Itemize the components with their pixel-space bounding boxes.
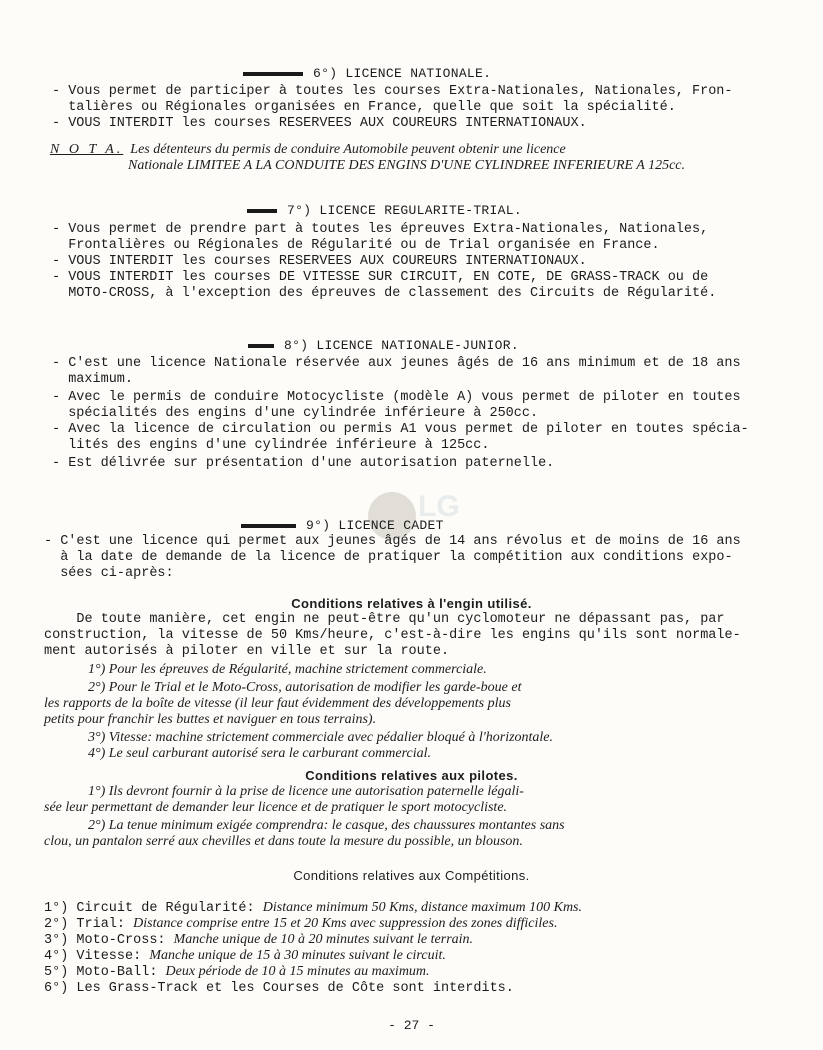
s9-line: à la date de demande de la licence de pratiquer la compétition aux conditions expo- (44, 550, 733, 565)
pilotes-item: 1°) Ils devront fournir à la prise de licence une autorisation paternelle légali- (88, 784, 524, 799)
nota-label: N O T A. (50, 142, 124, 157)
s8-line: - Avec la licence de circulation ou permis A1 vous permet de piloter en toutes spécia- (52, 422, 749, 437)
s8-line: maximum. (52, 372, 134, 387)
heading-rule (243, 72, 303, 76)
engin-item: 1°) Pour les épreuves de Régularité, machine strictement commerciale. (88, 662, 487, 677)
competitions-conditions-title: Conditions relatives aux Compétitions. (293, 868, 530, 883)
competition-row: 5°) Moto-Ball: Deux période de 10 à 15 minutes au maximum. (44, 964, 430, 980)
s7-line: Frontalières ou Régionales de Régularité ou de Trial organisée en France. (52, 238, 660, 253)
s9-line: - C'est une licence qui permet aux jeunes âgés de 14 ans révolus et de moins de 16 ans (44, 534, 741, 549)
pilotes-item: sée leur permettant de demander leur licence et de pratiquer le sport motocycliste. (44, 800, 508, 815)
s8-line: - Avec le permis de conduire Motocycliste (modèle A) vous permet de piloter en toutes (52, 390, 741, 405)
s7-line: MOTO-CROSS, à l'exception des épreuves de classement des Circuits de Régularité. (52, 286, 717, 301)
engin-item: 2°) Pour le Trial et le Moto-Cross, autorisation de modifier les garde-boue et (88, 680, 522, 695)
s8-line: - Est délivrée sur présentation d'une autorisation paternelle. (52, 456, 555, 471)
competition-row: 4°) Vitesse: Manche unique de 15 à 30 minutes suivant le circuit. (44, 948, 446, 964)
s8-line: lités des engins d'une cylindrée inférieure à 125cc. (52, 438, 490, 453)
heading-rule (248, 344, 274, 348)
engin-item: les rapports de la boîte de vitesse (il leur faut évidemment des développements plus (44, 696, 511, 711)
engin-text: De toute manière, cet engin ne peut-être qu'un cyclomoteur ne dépassant pas, par (44, 612, 725, 627)
engin-text: ment autorisés à piloter en ville et sur la route. (44, 644, 450, 659)
watermark-text: LG (418, 490, 460, 523)
section-9-heading: 9°) LICENCE CADET (241, 518, 444, 533)
s7-line: - Vous permet de prendre part à toutes les épreuves Extra-Nationales, Nationales, (52, 222, 709, 237)
competition-row: 2°) Trial: Distance comprise entre 15 et 20 Kms avec suppression des zones difficiles. (44, 916, 558, 932)
heading-rule (247, 209, 277, 213)
engin-conditions-title: Conditions relatives à l'engin utilisé. (291, 596, 532, 611)
nota-line-1: N O T A. Les détenteurs du permis de conduire Automobile peuvent obtenir une licence (50, 142, 566, 157)
nota-line-2: Nationale LIMITEE A LA CONDUITE DES ENGINS D'UNE CYLINDREE INFERIEURE A 125cc. (128, 158, 686, 173)
s7-line: - VOUS INTERDIT les courses DE VITESSE SUR CIRCUIT, EN COTE, DE GRASS-TRACK ou de (52, 270, 709, 285)
section-8-heading: 8°) LICENCE NATIONALE-JUNIOR. (248, 338, 519, 353)
pilotes-conditions-title: Conditions relatives aux pilotes. (305, 768, 518, 783)
competition-row: 3°) Moto-Cross: Manche unique de 10 à 20 minutes suivant le terrain. (44, 932, 474, 948)
s8-line: spécialités des engins d'une cylindrée inférieure à 250cc. (52, 406, 539, 421)
s6-line: - Vous permet de participer à toutes les courses Extra-Nationales, Nationales, Fron- (52, 84, 733, 99)
pilotes-item: 2°) La tenue minimum exigée comprendra: le casque, des chaussures montantes sans (88, 818, 565, 833)
section-7-heading: 7°) LICENCE REGULARITE-TRIAL. (247, 203, 522, 218)
s6-line: talières ou Régionales organisées en France, quelle que soit la spécialité. (52, 100, 676, 115)
section-6-heading: 6°) LICENCE NATIONALE. (243, 66, 491, 81)
s8-line: - C'est une licence Nationale réservée aux jeunes âgés de 16 ans minimum et de 18 ans (52, 356, 741, 371)
s9-line: sées ci-après: (44, 566, 174, 581)
s6-line: - VOUS INTERDIT les courses RESERVEES AUX COUREURS INTERNATIONAUX. (52, 116, 587, 131)
pilotes-item: clou, un pantalon serré aux chevilles et dans toute la mesure du possible, un blouson. (44, 834, 523, 849)
engin-text: construction, la vitesse de 50 Kms/heure, c'est-à-dire les engins qu'ils sont normale- (44, 628, 741, 643)
engin-item: petits pour franchir les buttes et naviguer en tous terrains). (44, 712, 377, 727)
s7-line: - VOUS INTERDIT les courses RESERVEES AUX COUREURS INTERNATIONAUX. (52, 254, 587, 269)
page-number: - 27 - (388, 1018, 435, 1033)
competition-row: 6°) Les Grass-Track et les Courses de Côte sont interdits. (44, 981, 514, 996)
engin-item: 4°) Le seul carburant autorisé sera le carburant commercial. (88, 746, 431, 761)
competition-row: 1°) Circuit de Régularité: Distance minimum 50 Kms, distance maximum 100 Kms. (44, 900, 583, 916)
heading-rule (241, 524, 296, 528)
engin-item: 3°) Vitesse: machine strictement commerciale avec pédalier bloqué à l'horizontale. (88, 730, 554, 745)
